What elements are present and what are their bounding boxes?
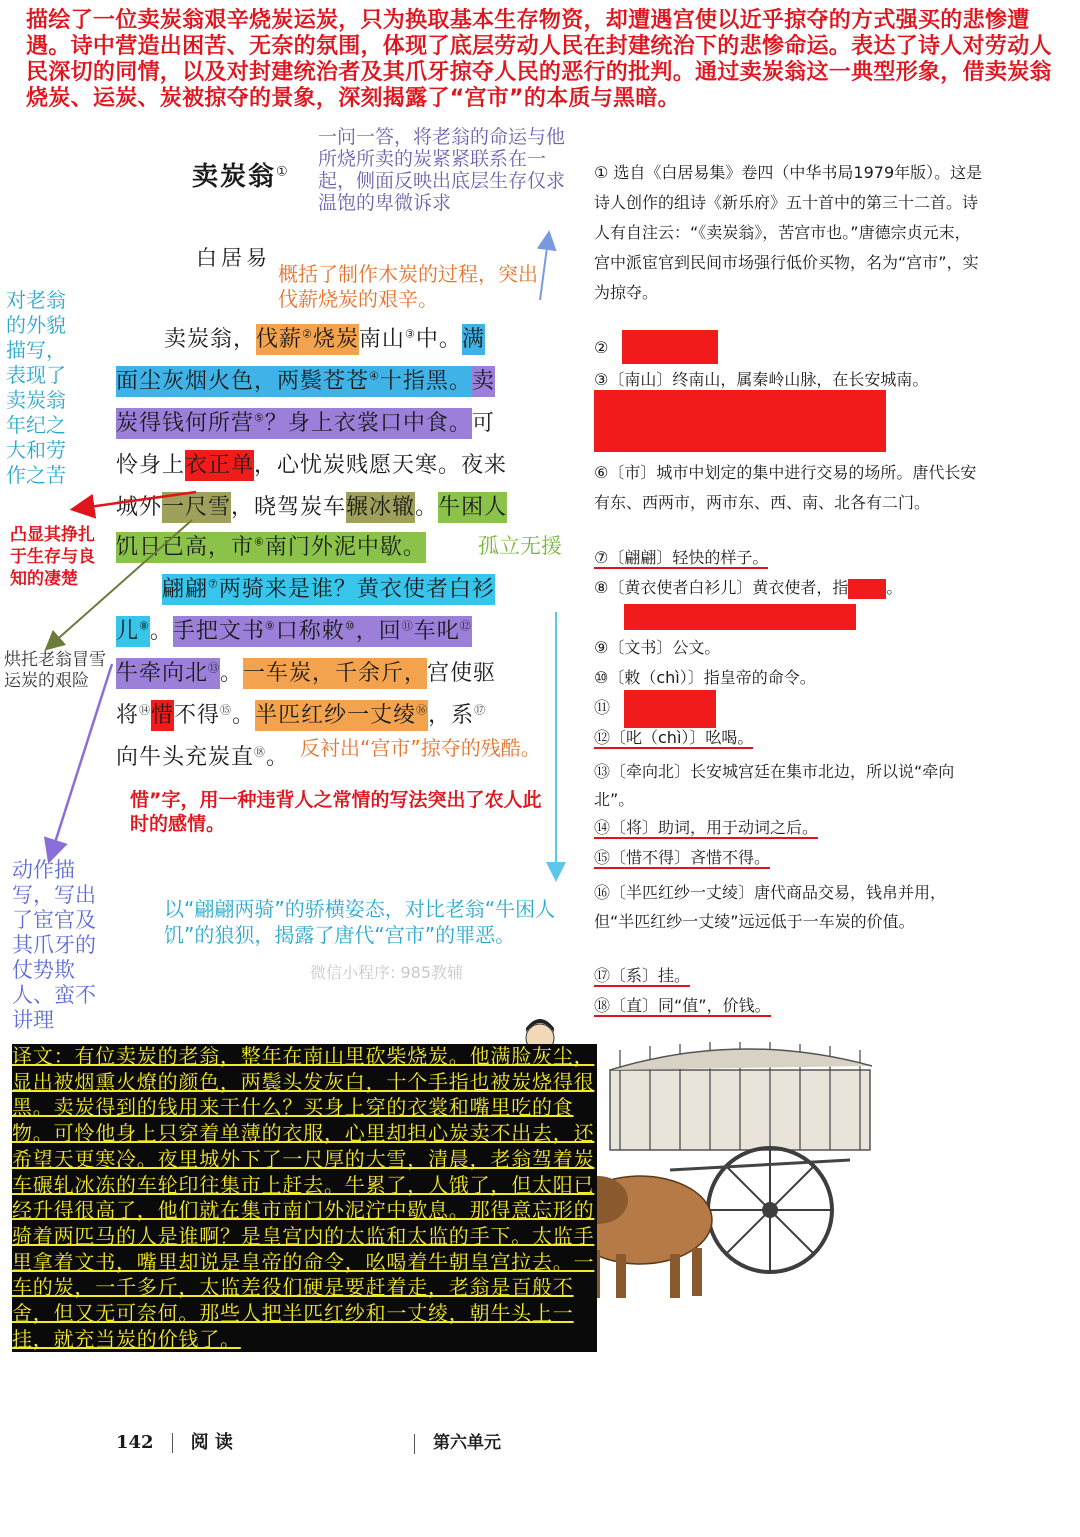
footnote-6: ⑥〔市〕城市中划定的集中进行交易的场所。唐代长安有东、西两市，两市东、西、南、北各有二门。 <box>594 463 977 512</box>
footer-section: 阅 读 <box>190 1432 233 1453</box>
poem-title-text: 卖炭翁 <box>192 162 277 192</box>
footnote-mark: ⑪ <box>401 619 414 633</box>
highlight-olive: 辗冰辙 <box>346 492 415 523</box>
footnote-8-end: 。 <box>886 578 903 597</box>
arrow-purple <box>52 664 112 852</box>
footnote-12 <box>594 728 984 748</box>
footnote-mark: ⑥ <box>254 535 265 549</box>
footnote-12-text: ⑫〔叱（chì）〕吆喝。 <box>594 728 754 747</box>
footnote-mark: ⑤ <box>254 411 265 425</box>
footnote-9: ⑨〔文书〕公文。 <box>594 638 721 657</box>
footnote-8-text: ⑧〔黄衣使者白衫儿〕黄衣使者，指 <box>594 578 849 597</box>
poem-text: 将 <box>116 703 140 728</box>
footnote-17-text: ⑰〔系〕挂。 <box>594 966 691 985</box>
footnote-mark: ⑨ <box>264 619 276 633</box>
highlight-orange: 一车炭，千余斤， <box>243 658 427 689</box>
poem-author: 白居易 <box>196 246 271 270</box>
footer-divider <box>414 1434 415 1454</box>
poem-text: 城外 <box>116 495 163 520</box>
highlight-olive: 一尺雪 <box>162 492 231 523</box>
poem-text: ，晓驾炭车 <box>231 495 347 520</box>
arrow-olive <box>52 520 192 644</box>
highlight-blue: 满 <box>462 324 485 355</box>
poem-text: 。 <box>415 495 439 520</box>
annotation-orange-1: 概括了制作木炭的过程，突出伐薪烧炭的艰辛。 <box>278 262 538 311</box>
footnote-mark: ③ <box>404 327 416 341</box>
arrow-red <box>82 492 196 508</box>
poem-text: 伐薪 <box>256 327 303 352</box>
poem-text: ，心忧炭贱愿天寒。夜来 <box>254 453 508 478</box>
poem-text: 翩翩 <box>162 577 209 602</box>
footnote-2-mark: ② <box>594 338 609 357</box>
annotation-red: 惜”字，用一种违背人之常情的写法突出了农人此时的感情。 <box>130 789 542 835</box>
footer-divider <box>172 1433 173 1453</box>
poem-text: 南门外泥中歇。 <box>264 535 426 560</box>
poem-text: 半匹红纱一丈绫 <box>255 703 417 728</box>
footnote-14 <box>594 818 984 838</box>
poem-text: 面尘灰烟火色，两鬓苍苍 <box>116 369 370 394</box>
poem-text: 十指黑。 <box>379 369 472 394</box>
footnote-mark: ⑩ <box>344 619 356 633</box>
annotation-left-4: 动作描写，写出了宦官及其爪牙的仗势欺人、蛮不讲理 <box>12 858 96 1032</box>
annotation-left-3: 烘托老翁冒雪运炭的艰险 <box>4 650 106 691</box>
title-annotation: 一问一答，将老翁的命运与他所烧所卖的炭紧紧联系在一起，侧面反映出底层生存仅求温饱的卑微诉求 <box>318 126 566 214</box>
annotation-green: 孤立无援 <box>478 534 562 558</box>
footnote-mark: ⑧ <box>139 619 150 633</box>
poem-text: 宫使驱 <box>427 661 497 686</box>
poem-text: 炭得钱何所营 <box>116 411 255 436</box>
title-footnote-mark: ① <box>276 164 290 180</box>
footnote-8 <box>594 578 984 599</box>
poem-text: 两骑来是谁？黄衣使者白衫 <box>218 577 495 602</box>
poem-text: ，系 <box>428 703 475 728</box>
watermark-text: 微信小程序: 985教辅 <box>310 963 464 982</box>
poem-text: 怜身上 <box>116 453 186 478</box>
footnote-mark: ⑫ <box>459 619 472 633</box>
annotation-left-1: 对老翁的外貌描写，表现了卖炭翁年纪之大和劳作之苦 <box>6 288 66 487</box>
footnote-14-text: ⑭〔将〕助词，用于动词之后。 <box>594 818 819 837</box>
highlight-red: 衣正单 <box>185 450 254 481</box>
footnote-7 <box>594 548 984 568</box>
footnote-mark: ⑮ <box>220 703 233 717</box>
highlight-green: 牛困人 <box>438 492 507 523</box>
footnote-mark: ④ <box>369 369 380 383</box>
footnote-mark: ⑭ <box>139 703 152 717</box>
poem-text: 车叱 <box>413 619 460 644</box>
poem-text: 口称敕 <box>275 619 345 644</box>
poem-text: 可 <box>471 411 495 436</box>
annotation-orange-2: 反衬出“宫市”掠夺的残酷。 <box>300 736 541 760</box>
footnote-17 <box>594 966 984 986</box>
arrow-blue-up <box>540 240 548 300</box>
poem-text: 。 <box>220 661 244 686</box>
highlight-purple: 卖 <box>472 366 495 397</box>
redaction-block <box>624 690 716 728</box>
redaction-block <box>624 604 856 630</box>
footnote-3: ③〔南山〕终南山，属秦岭山脉，在长安城南。 <box>594 370 929 389</box>
poem-text: 卖炭翁， <box>164 327 257 352</box>
page-number: 142 <box>116 1432 154 1453</box>
page-footer <box>116 1428 233 1454</box>
poem-text: 。 <box>266 745 290 770</box>
poem-text: 。 <box>232 703 256 728</box>
poem-text: 南山 <box>358 327 405 352</box>
footnote-11-mark: ⑪ <box>594 698 611 717</box>
translation-text: 译文：有位卖炭的老翁，整年在南山里砍柴烧炭。他满脸灰尘，显出被烟熏火燎的颜色，两鬓头发灰白，十个手指也被炭烧得很黑。卖炭得到的钱用来干什么？买身上穿的衣裳和嘴里吃的食物。可怜他身上只穿着单薄的衣服，心里却担心炭卖不出去，还希望天更寒冷。夜里城外下了一尺厚的大雪，清晨，老翁驾着炭车碾轧冰冻的车轮印往集市上赶去。牛累了，人饿了，但太阳已经升得很高了，他们就在集市南门外泥泞中歇息。那得意忘形的骑着两匹马的人是谁啊？是皇宫内的太监和太监的手下。太监手里拿着文书，嘴里却说是皇帝的命令，吆喝着牛朝皇宫拉去。一车的炭，一千多斤，太监差役们硬是要赶着走，老翁是百般不舍，但又无可奈何。那些人把半匹红纱和一丈绫，朝牛头上一挂，就充当炭的价钱了。 <box>12 1044 597 1352</box>
poem-text: 中。 <box>415 327 462 352</box>
footnote-10: ⑩〔敕（chì）〕指皇帝的命令。 <box>594 668 816 687</box>
footnote-16: ⑯〔半匹红纱一丈绫〕唐代商品交易，钱帛并用，但“半匹红纱一丈绫”远远低于一车炭的价值。 <box>594 883 947 931</box>
poem-text: 饥日已高，市 <box>116 535 255 560</box>
footer-unit: 第六单元 <box>433 1433 501 1453</box>
highlight-red: 惜 <box>151 700 174 731</box>
footer-unit-block <box>414 1428 501 1454</box>
footnote-mark: ⑱ <box>254 745 267 759</box>
footnote-15 <box>594 848 984 868</box>
redaction-block <box>848 579 886 599</box>
poem-text: 。 <box>149 619 173 644</box>
poem-text: 牛牵向北 <box>116 661 209 686</box>
poem-text: 手把文书 <box>172 619 265 644</box>
footnote-7-text: ⑦〔翩翩〕轻快的样子。 <box>594 548 769 567</box>
poem-text: ？身上衣裳口中食。 <box>264 411 472 436</box>
poem-text: ，回 <box>355 619 402 644</box>
redaction-block <box>622 330 718 364</box>
footnote-mark: ② <box>302 327 313 341</box>
poem-text: 烧炭 <box>312 327 359 352</box>
summary-text: 描绘了一位卖炭翁艰辛烧炭运炭，只为换取基本生存物资，却遭遇宫使以近乎掠夺的方式强买的悲惨遭遇。诗中营造出困苦、无奈的氛围，体现了底层劳动人民在封建统治下的悲惨命运。表达了诗人对劳动人民深切的同情，以及对封建统治者及其爪牙掠夺人民的恶行的批判。通过卖炭翁这一典型形象，借卖炭翁烧炭、运炭、炭被掠夺的景象，深刻揭露了“宫市”的本质与黑暗。 <box>26 8 1052 111</box>
footnote-18-text: ⑱〔直〕同“值”，价钱。 <box>594 996 771 1015</box>
footnote-1: ① 选自《白居易集》卷四（中华书局1979年版）。这是诗人创作的组诗《新乐府》五十首中的第三十二首。诗人有自注云：“《卖炭翁》，苦宫市也。”唐德宗贞元末，宫中派宦官到民间市场强行低价买物，名为“宫市”，实为掠夺。 <box>594 163 983 302</box>
annotation-left-2: 凸显其挣扎于生存与良知的凄楚 <box>10 525 95 589</box>
footnote-mark: ⑰ <box>474 703 487 717</box>
footnote-13: ⑬〔牵向北〕长安城宫廷在集市北边，所以说“牵向北”。 <box>594 762 955 809</box>
poem-text: 向牛头充炭直 <box>116 745 255 770</box>
redaction-block <box>594 390 886 452</box>
annotation-blue: 以“翩翩两骑”的骄横姿态，对比老翁“牛困人饥”的狼狈，揭露了唐代“宫市”的罪恶。 <box>164 897 556 947</box>
footnote-mark: ⑯ <box>416 703 429 717</box>
footnote-mark: ⑦ <box>208 577 219 591</box>
footnote-mark: ⑬ <box>208 661 221 675</box>
poem-text: 儿 <box>116 619 140 644</box>
poem-text: 不得 <box>174 703 221 728</box>
footnote-15-text: ⑮〔惜不得〕吝惜不得。 <box>594 848 771 867</box>
